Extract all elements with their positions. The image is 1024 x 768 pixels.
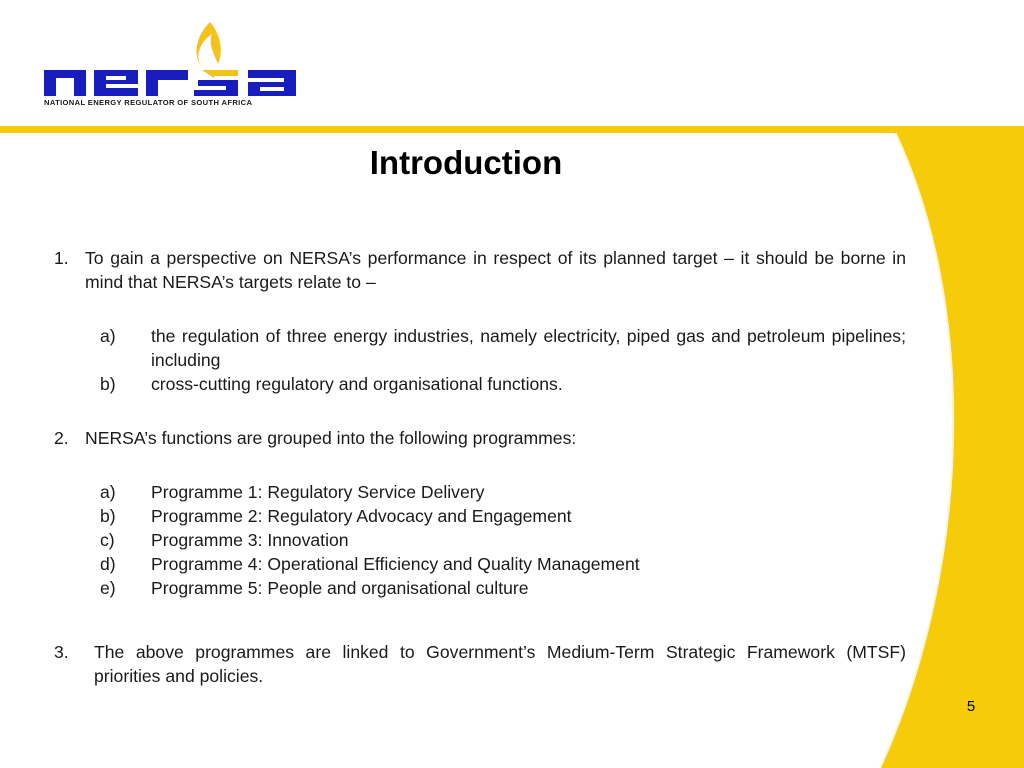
list-item-text: NERSA’s functions are grouped into the following programmes:	[85, 428, 577, 448]
sub-item-1a	[100, 324, 906, 372]
sub-item-2d	[100, 552, 906, 576]
sub-item-2c	[100, 528, 906, 552]
sub-item-text: Programme 1: Regulatory Service Delivery	[151, 482, 485, 502]
sub-item-2b	[100, 504, 906, 528]
list-item-text: The above programmes are linked to Government’s Medium-Term Strategic Framework (MTSF) priorities and policies.	[94, 642, 906, 686]
slide-body	[54, 246, 906, 688]
list-item-3	[54, 640, 906, 688]
sub-item-2a	[100, 480, 906, 504]
slide-title: Introduction	[369, 144, 563, 181]
sub-item-text: Programme 3: Innovation	[151, 530, 349, 550]
list-item-2	[54, 426, 906, 450]
list-item-number: 1.	[54, 248, 69, 268]
sub-item-text: cross-cutting regulatory and organisational functions.	[151, 374, 563, 394]
page-number: 5	[966, 698, 976, 715]
list-item-1	[54, 246, 906, 294]
list-item-number: 2.	[54, 428, 69, 448]
logo-tagline: NATIONAL ENERGY REGULATOR OF SOUTH AFRICA	[44, 98, 253, 107]
sub-item-1b	[100, 372, 906, 396]
list-item-number: 3.	[54, 642, 69, 662]
sub-item-label: d)	[100, 554, 116, 574]
list-item-text: To gain a perspective on NERSA’s performance in respect of its planned target – it should be borne in mind that NERSA’s targets relate to –	[85, 248, 906, 292]
sub-item-label: a)	[100, 326, 116, 346]
sub-item-label: b)	[100, 506, 116, 526]
sub-item-text: Programme 2: Regulatory Advocacy and Engagement	[151, 506, 572, 526]
sub-item-text: Programme 5: People and organisational culture	[151, 578, 529, 598]
sub-item-label: a)	[100, 482, 116, 502]
sub-item-2e	[100, 576, 906, 600]
sub-item-label: b)	[100, 374, 116, 394]
nersa-wordmark	[42, 20, 302, 98]
sub-item-text: Programme 4: Operational Efficiency and Quality Management	[151, 554, 640, 574]
sub-item-label: c)	[100, 530, 115, 550]
sub-item-label: e)	[100, 578, 116, 598]
yellow-top-band	[0, 126, 1024, 133]
sub-item-text: the regulation of three energy industries, namely electricity, piped gas and petroleum pipelines; including	[151, 326, 906, 370]
flame-icon	[196, 22, 220, 68]
